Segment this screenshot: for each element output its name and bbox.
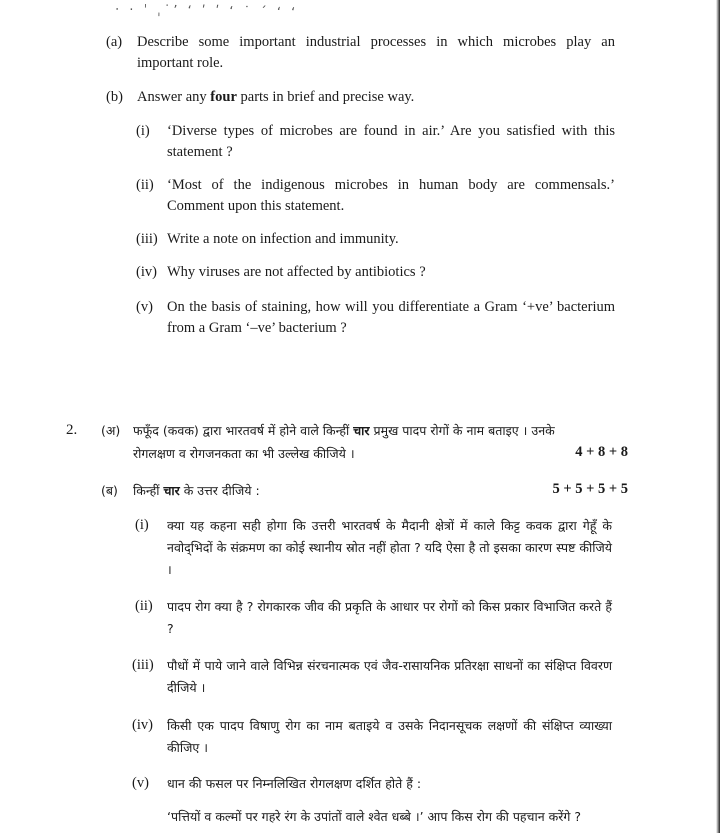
part-b-intro: Answer any four parts in brief and precise way. <box>137 89 415 105</box>
part-b-item-text: Write a note on infection and immunity. <box>167 231 399 247</box>
part-b-item-label: (iv) <box>136 264 157 280</box>
header-scribble: · · ˈ ˌ˙ʼ ʻ ʹ ʹ ʻ ˙ ˊ ʻ ʻ <box>114 2 299 21</box>
q2-item-label: (v) <box>132 775 149 791</box>
q2-item-text: पादप रोग क्या है ? रोगकारक जीव की प्रकृति के आधार पर रोगों को किस प्रकार विभाजित करते हैं ? <box>167 599 612 636</box>
part-b-item-label: (i) <box>136 123 150 139</box>
q2-item-text: धान की फसल पर निम्नलिखित रोगलक्षण दर्शित होते हैं : <box>167 776 422 791</box>
q2-item-label: (i) <box>135 517 149 533</box>
q2-item-text: पौधों में पाये जाने वाले विभिन्न संरचनात्मक एवं जैव-रासायनिक प्रतिरक्षा साधनों का संक्षिप्त विवरण दीजिये । <box>167 658 612 695</box>
q2-item-label: (iv) <box>132 717 153 733</box>
part-b-item-text: ‘Diverse types of microbes are found in air.’ Are you satisfied with this statement ? <box>167 123 615 160</box>
part-b-item-text: Why viruses are not affected by antibiotics ? <box>167 264 426 280</box>
q2-part-b-bold: चार <box>163 483 180 498</box>
part-a-text: Describe some important industrial processes in which microbes play an important role. <box>137 34 615 71</box>
q2-part-a-bold: चार <box>353 423 370 438</box>
q2-item-text: किसी एक पादप विषाणु रोग का नाम बताइये व उसके निदानसूचक लक्षणों की संक्षिप्त व्याख्या कीजिए । <box>167 718 612 755</box>
q2-part-b-label: (ब) <box>101 483 118 498</box>
q2-part-b-intro: किन्हीं चार के उत्तर दीजिये : <box>133 483 260 498</box>
q2-item-text: क्या यह कहना सही होगा कि उत्तरी भारतवर्ष के मैदानी क्षेत्रों में काले किट्ट कवक द्वारा गेहूँ के नवोद्‌भिदों के संक्रमण का कोई स्थानीय स्रोत नहीं होता ? यदि ऐसा है तो इसका कारण स्पष्ट कीजिये । <box>167 518 612 577</box>
q2-part-a-marks: 4 + 8 + 8 <box>575 444 628 460</box>
q2-part-a-label: (अ) <box>101 423 121 438</box>
q2-final-quote: ‘पत्तियों व कल्मों पर गहरे रंग के उपांतों वाले श्वेत धब्बे ।’ आप किस रोग की पहचान करेंगे ? <box>167 809 582 824</box>
q2-item-label: (iii) <box>132 657 154 673</box>
part-b-item-text: On the basis of staining, how will you differentiate a Gram ‘+ve’ bacterium from a Gram ‘–ve’ bacterium ? <box>167 299 615 336</box>
q2-part-a-line2: रोगलक्षण व रोगजनकता का भी उल्लेख कीजिये । <box>133 446 355 461</box>
part-b-label: (b) <box>106 89 123 105</box>
part-b-intro-bold: four <box>210 89 237 105</box>
part-b-item-label: (v) <box>136 299 153 315</box>
q2-part-b-marks: 5 + 5 + 5 + 5 <box>552 481 628 497</box>
part-b-item-text: ‘Most of the indigenous microbes in human body are commensals.’ Comment upon this statement. <box>167 177 615 214</box>
part-a-label: (a) <box>106 34 123 50</box>
scan-edge <box>716 0 720 833</box>
part-b-item-label: (iii) <box>136 231 158 247</box>
part-b-item-label: (ii) <box>136 177 154 193</box>
question-2-number: 2. <box>66 422 78 438</box>
q2-item-label: (ii) <box>135 598 153 614</box>
q2-part-a-line1: फफूँद (कवक) द्वारा भारतवर्ष में होने वाले किन्हीं चार प्रमुख पादप रोगों के नाम बताइए । उनके <box>133 423 555 438</box>
